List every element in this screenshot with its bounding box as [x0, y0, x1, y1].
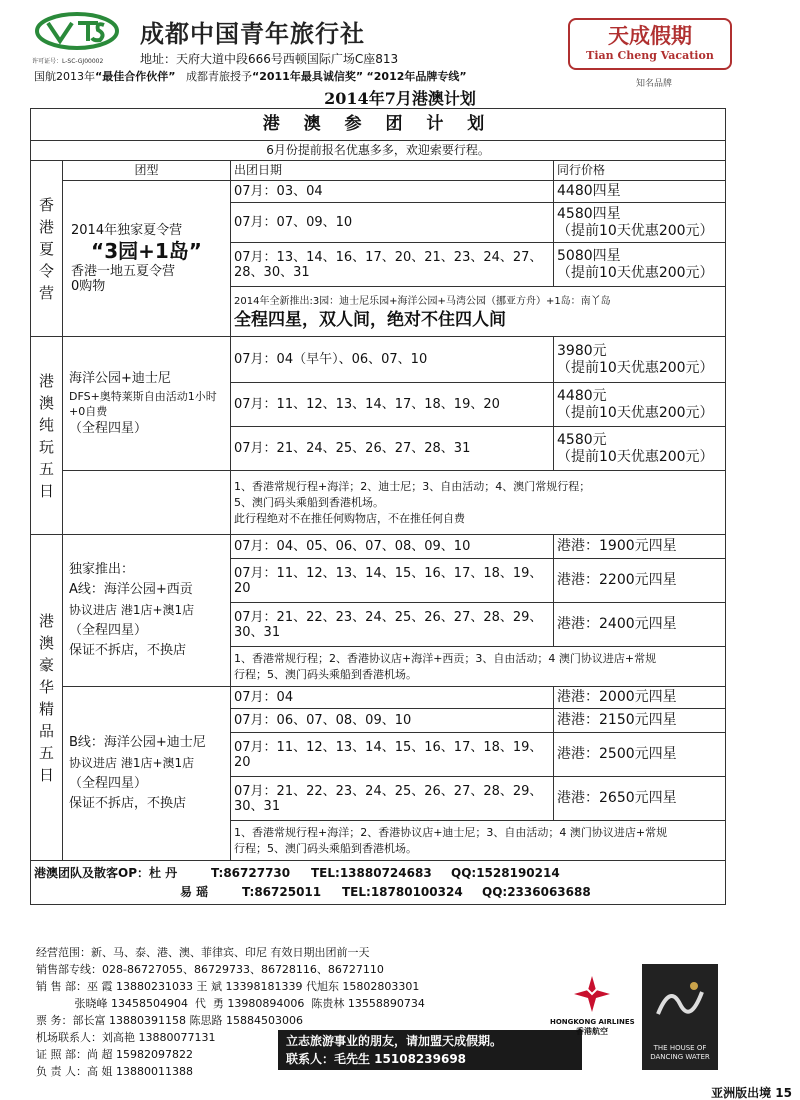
- price: 港港：2150元四星: [554, 709, 726, 733]
- departure-dates: 07月：21、22、23、24、25、26、27、28、29、30、31: [231, 777, 554, 821]
- sales-hotline: 销售部专线：028-86727055、86729733、86728116、86727110: [36, 963, 384, 976]
- table-title: 港 澳 参 团 计 划: [31, 109, 726, 141]
- itinerary-note: 1、香港常规行程；2、香港协议店+海洋+西贡；3、自由活动；4 澳门协议进店+常规 行程；5、澳门码头乘船到香港机场。: [231, 647, 726, 687]
- summer-camp-highlight: 2014年全新推出:3园：迪士尼乐园+海洋公园+马湾公园（挪亚方舟）+1岛：南丫岛 全程四星，双人间，绝对不住四人间: [231, 287, 726, 337]
- price: 4580四星 （提前10天优惠200元）: [554, 203, 726, 243]
- page-number: 亚洲版出境 15: [711, 1086, 792, 1100]
- departure-dates: 07月：21、24、25、26、27、28、31: [231, 427, 554, 471]
- itinerary-note: 1、香港常规行程+海洋；2、迪士尼；3、自由活动；4、澳门常规行程； 5、澳门码头乘船到香港机场。 此行程绝对不在推任何购物店，不在推任何自费: [231, 471, 726, 535]
- price: 港港：2650元四星: [554, 777, 726, 821]
- brand-tagline: 知名品牌: [636, 79, 673, 89]
- dancing-water-icon: [650, 974, 710, 1034]
- plan-title: 2014年7月港澳计划: [324, 89, 476, 108]
- hongkong-airlines-logo: HONGKONG AIRLINES 香港航空: [550, 974, 634, 1037]
- itinerary-note: 1、香港常规行程+海洋；2、香港协议店+迪士尼；3、自由活动；4 澳门协议进店+常规 行程；5、澳门码头乘船到香港机场。: [231, 821, 726, 861]
- airport-contact: 机场联系人：刘高艳 13880077131: [36, 1031, 216, 1044]
- contact-row: [31, 861, 726, 905]
- price: 港港：2400元四星: [554, 603, 726, 647]
- price: 3980元 （提前10天优惠200元）: [554, 337, 726, 383]
- sales-staff: 销 售 部：巫 霞 13880231033 王 斌 13398181339 代旭东 15802803301: [36, 980, 420, 993]
- departure-dates: 07月：13、14、16、17、20、21、23、24、27、28、30、31: [231, 243, 554, 287]
- hk-airlines-icon: [572, 974, 612, 1014]
- departure-dates: 07月：04: [231, 687, 554, 709]
- price: 4580元 （提前10天优惠200元）: [554, 427, 726, 471]
- departure-dates: 07月：04（早午）、06、07、10: [231, 337, 554, 383]
- manager: 负 责 人：高 姐 13880011388: [36, 1065, 193, 1078]
- table-subtitle: 6月份提前报名优惠多多，欢迎索要行程。: [31, 141, 726, 161]
- departure-dates: 07月：11、12、13、14、17、18、19、20: [231, 383, 554, 427]
- table-row: [31, 181, 726, 203]
- col-header-type: 团型: [63, 161, 231, 181]
- departure-dates: 07月：06、07、08、09、10: [231, 709, 554, 733]
- departure-dates: 07月：03、04: [231, 181, 554, 203]
- brand-logo: [568, 18, 732, 70]
- section-label-pure-play: 港 澳 纯 玩 五 日: [31, 337, 63, 535]
- footer: [30, 944, 725, 1078]
- agency-name: 成都中国青年旅行社: [140, 20, 365, 48]
- join-slogan: 立志旅游事业的朋友，请加盟天成假期。 联系人：毛先生 15108239698: [278, 1030, 582, 1070]
- agency-address: 地址：天府大道中段666号西顿国际广场C座813: [140, 52, 399, 66]
- tour-info-pure-play: 海洋公园+迪士尼 DFS+奥特莱斯自由活动1小时+0自费 （全程四星）: [63, 337, 231, 471]
- brand-name-cn: 天成假期: [608, 23, 692, 48]
- brand-name-en: Tian Cheng Vacation: [586, 49, 714, 62]
- tour-info-summer-camp: 2014年独家夏令营 “3园+1岛” 香港一地五夏令营 0购物: [63, 181, 231, 337]
- departure-dates: 07月：21、22、23、24、25、26、27、28、29、30、31: [231, 603, 554, 647]
- header: [0, 0, 800, 118]
- price: 港港：2200元四星: [554, 559, 726, 603]
- price: 港港：2000元四星: [554, 687, 726, 709]
- price: 4480元 （提前10天优惠200元）: [554, 383, 726, 427]
- operator-contacts: 港澳团队及散客OP： 杜 丹 T:86727730 TEL:13880724683 QQ:1528190214 易 瑶 T:86725011 TEL:18780100324 QQ:2336063688: [31, 861, 726, 905]
- section-label-luxury: 港 澳 豪 华 精 品 五 日: [31, 535, 63, 861]
- col-header-price: 同行价格: [554, 161, 726, 181]
- sales-staff: 张晓峰 13458504904 代 勇 13980894006 陈贵林 13558890734: [36, 997, 425, 1010]
- awards-line: 国航2013年“最佳合作伙伴” 成都青旅授予“2011年最具诚信奖” “2012年品牌专线”: [34, 70, 467, 83]
- table-row: [31, 535, 726, 559]
- visa-dept: 证 照 部：尚 超 15982097822: [36, 1048, 193, 1061]
- tour-plan-table: [30, 108, 726, 905]
- price: 港港：2500元四星: [554, 733, 726, 777]
- dancing-water-logo: THE HOUSE OF DANCING WATER: [642, 964, 718, 1070]
- ticketing: 票 务：部长富 13880391158 陈思路 15884503006: [36, 1014, 303, 1027]
- business-scope: 经营范围：新、马、泰、港、澳、菲律宾、印尼 有效日期出团前一天: [36, 946, 370, 959]
- departure-dates: 07月：07、09、10: [231, 203, 554, 243]
- cyts-logo: [34, 10, 120, 52]
- table-row: [31, 337, 726, 383]
- section-label-summer-camp: 香 港 夏 令 营: [31, 161, 63, 337]
- table-row: [31, 687, 726, 709]
- column-header-row: [31, 161, 726, 181]
- price: 港港：1900元四星: [554, 535, 726, 559]
- departure-dates: 07月：04、05、06、07、08、09、10: [231, 535, 554, 559]
- tour-info-line-b: B线：海洋公园+迪士尼 协议进店 港1店+澳1店 （全程四星） 保证不拆店，不换店: [63, 687, 231, 861]
- departure-dates: 07月：11、12、13、14、15、16、17、18、19、20: [231, 733, 554, 777]
- col-header-date: 出团日期: [231, 161, 554, 181]
- price: 5080四星 （提前10天优惠200元）: [554, 243, 726, 287]
- table-row: [31, 471, 726, 535]
- license-number: 许可证号：L-SC-GJ00002: [32, 58, 104, 65]
- departure-dates: 07月：11、12、13、14、15、16、17、18、19、20: [231, 559, 554, 603]
- tour-info-line-a: 独家推出： A线：海洋公园+西贡 协议进店 港1店+澳1店 （全程四星） 保证不拆店，不换店: [63, 535, 231, 687]
- price: 4480四星: [554, 181, 726, 203]
